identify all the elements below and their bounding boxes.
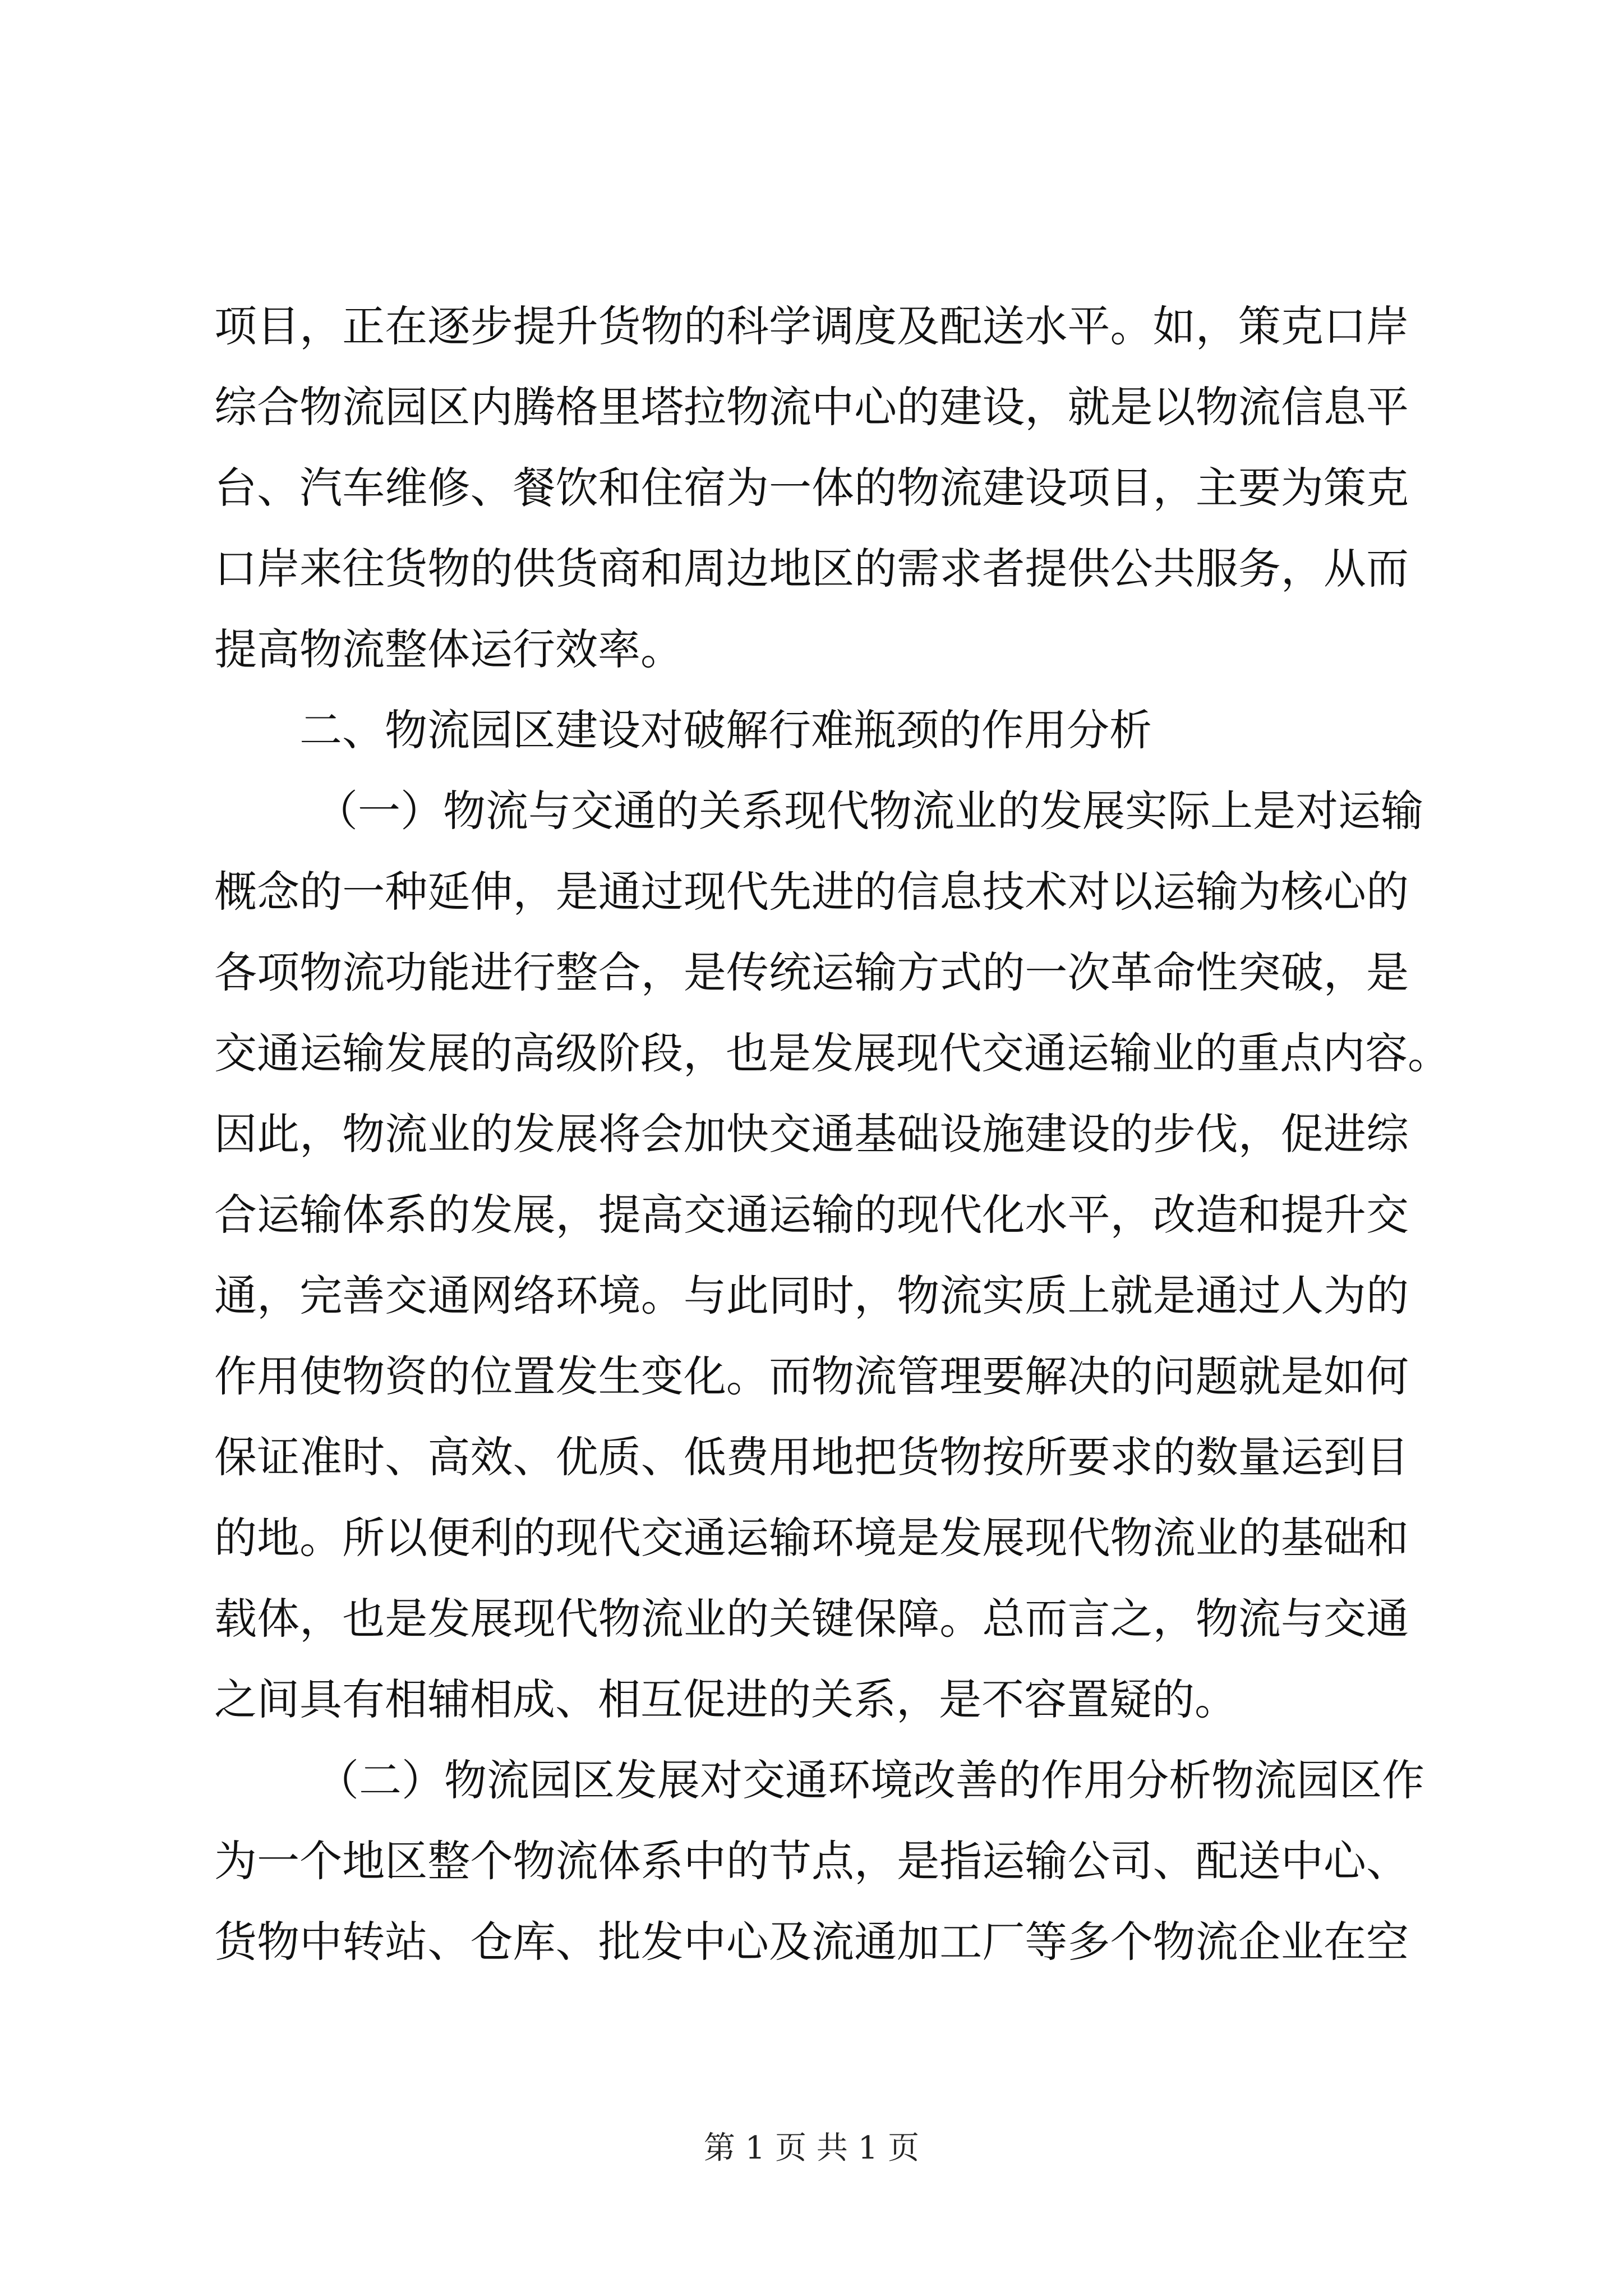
body-text-line: 因此，物流业的发展将会加快交通基础设施建设的步伐，促进综 <box>214 1109 1409 1159</box>
body-text-line: 为一个地区整个物流体系中的节点，是指运输公司、配送中心、 <box>214 1836 1409 1886</box>
body-text-line: 通，完善交通网络环境。与此同时，物流实质上就是通过人为的 <box>214 1271 1409 1320</box>
body-text-line: 合运输体系的发展，提高交通运输的现代化水平，改造和提升交 <box>214 1190 1409 1240</box>
page-footer: 第 1 页 共 1 页 <box>703 2130 920 2166</box>
body-text-line: 货物中转站、仓库、批发中心及流通加工厂等多个物流企业在空 <box>214 1917 1409 1967</box>
body-text-line: 口岸来往货物的供货商和周边地区的需求者提供公共服务，从而 <box>214 544 1409 593</box>
body-text-line: 载体，也是发展现代物流业的关键保障。总而言之，物流与交通 <box>214 1594 1409 1644</box>
body-text-line: 交通运输发展的高级阶段，也是发展现代交通运输业的重点内容。 <box>214 1028 1450 1078</box>
body-text-line: 台、汽车维修、餐饮和住宿为一体的物流建设项目，主要为策克 <box>214 463 1409 513</box>
body-text-line: 概念的一种延伸，是通过现代先进的信息技术对以运输为核心的 <box>214 867 1409 917</box>
body-text-line: 的地。所以便利的现代交通运输环境是发展现代物流业的基础和 <box>214 1513 1409 1563</box>
body-text-line: 作用使物资的位置发生变化。而物流管理要解决的问题就是如何 <box>214 1351 1409 1401</box>
body-text-line: 保证准时、高效、优质、低费用地把货物按所要求的数量运到目 <box>214 1432 1409 1482</box>
body-text-line: 项目，正在逐步提升货物的科学调度及配送水平。如，策克口岸 <box>214 301 1409 351</box>
body-text-line: 之间具有相辅相成、相互促进的关系，是不容置疑的。 <box>214 1674 1237 1724</box>
section-heading: 二、物流园区建设对破解行难瓶颈的作用分析 <box>299 705 1152 755</box>
body-text-line: 提高物流整体运行效率。 <box>214 624 683 674</box>
body-text-line: 各项物流功能进行整合，是传统运输方式的一次革命性突破，是 <box>214 947 1409 997</box>
subsection-heading-line: （二）物流园区发展对交通环境改善的作用分析物流园区作 <box>316 1755 1424 1805</box>
body-text-line: 综合物流园区内腾格里塔拉物流中心的建设，就是以物流信息平 <box>214 382 1409 432</box>
document-body <box>214 286 1450 1982</box>
subsection-heading-line: （一）物流与交通的关系现代物流业的发展实际上是对运输 <box>315 786 1423 836</box>
